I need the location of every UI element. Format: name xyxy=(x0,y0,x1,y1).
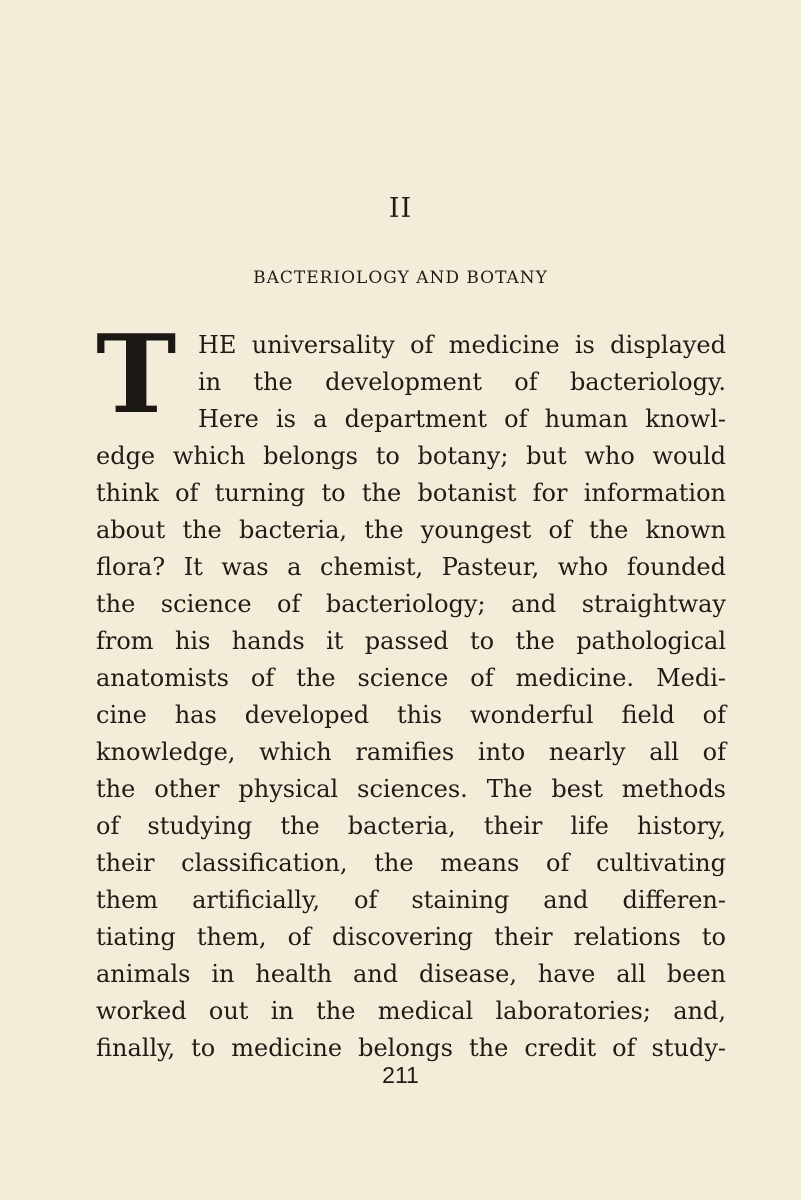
text-line: of studying the bacteria, their life history, xyxy=(96,812,726,840)
text-line: anatomists of the science of medicine. Medi- xyxy=(96,664,726,692)
text-line: their classification, the means of cultivating xyxy=(96,849,726,877)
text-line: tiating them, of discovering their relations to xyxy=(96,923,726,951)
drop-cap: T xyxy=(96,312,177,438)
text-line: worked out in the medical laboratories; and, xyxy=(96,997,726,1025)
body-text xyxy=(96,312,726,1067)
text-line: HE universality of medicine is displayed xyxy=(198,331,726,359)
text-line: them artificially, of staining and differen- xyxy=(96,886,726,914)
text-line: in the development of bacteriology. xyxy=(198,368,726,396)
text-line: cine has developed this wonderful field of xyxy=(96,701,726,729)
text-line: Here is a department of human knowl- xyxy=(198,405,726,433)
text-line: knowledge, which ramifies into nearly all of xyxy=(96,738,726,766)
text-line: animals in health and disease, have all been xyxy=(96,960,726,988)
text-line: flora? It was a chemist, Pasteur, who founded xyxy=(96,553,726,581)
text-line: finally, to medicine belongs the credit of study- xyxy=(96,1034,726,1062)
chapter-title: BACTERIOLOGY AND BOTANY xyxy=(253,268,548,288)
text-line: about the bacteria, the youngest of the known xyxy=(96,516,726,544)
chapter-number: II xyxy=(388,193,413,224)
opening-lines xyxy=(96,312,726,438)
text-line: edge which belongs to botany; but who would xyxy=(96,442,726,470)
text-line: the other physical sciences. The best methods xyxy=(96,775,726,803)
text-line: the science of bacteriology; and straightway xyxy=(96,590,726,618)
text-line: from his hands it passed to the pathological xyxy=(96,627,726,655)
page-number: 211 xyxy=(382,1062,419,1088)
text-line: think of turning to the botanist for information xyxy=(96,479,726,507)
